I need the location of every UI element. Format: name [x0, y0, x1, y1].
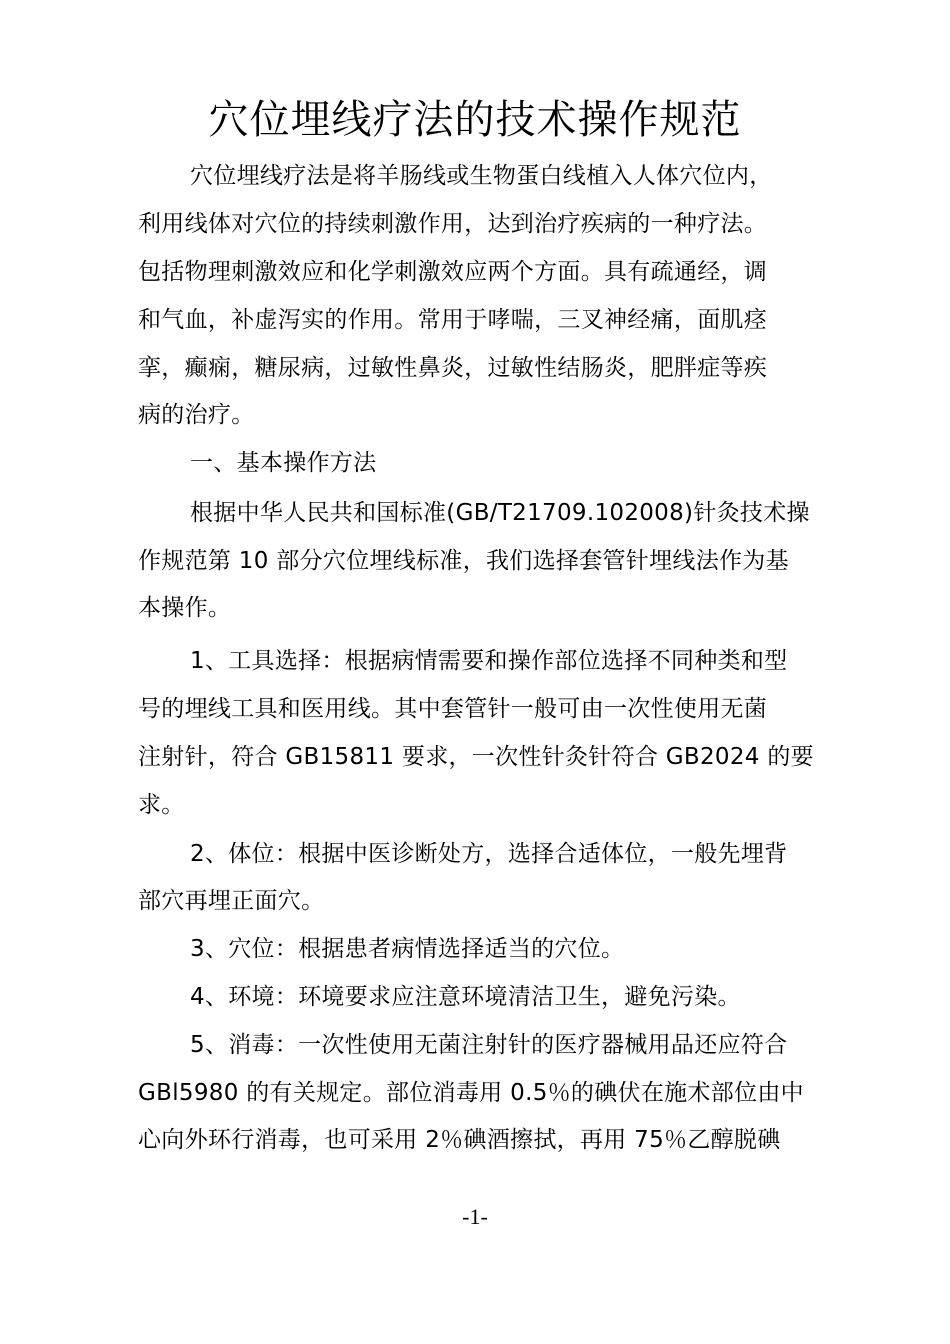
- paragraph-line: 利用线体对穴位的持续刺激作用，达到治疗疾病的一种疗法。: [138, 211, 768, 237]
- paragraph-line: 作规范第 10 部分穴位埋线标准，我们选择套管针埋线法作为基: [138, 548, 789, 574]
- paragraph-line: 病的治疗。: [138, 402, 255, 428]
- paragraph-line: 穴位埋线疗法是将羊肠线或生物蛋白线植入人体穴位内，: [190, 163, 773, 189]
- paragraph-line: GBl5980 的有关规定。部位消毒用 0.5％的碘伏在施术部位由中: [138, 1080, 804, 1106]
- paragraph-line: 求。: [138, 792, 185, 818]
- paragraph-line: 和气血，补虚泻实的作用。常用于哮喘，三叉神经痛，面肌痉: [138, 307, 768, 333]
- paragraph-line: 2、体位：根据中医诊断处方，选择合适体位，一般先埋背: [190, 841, 788, 867]
- paragraph-line: 注射针，符合 GB15811 要求，一次性针灸针符合 GB2024 的要: [138, 744, 814, 770]
- paragraph-line: 部穴再埋正面穴。: [138, 888, 325, 914]
- paragraph-line: 号的埋线工具和医用线。其中套管针一般可由一次性使用无菌: [138, 696, 768, 722]
- paragraph-line: 4、环境：环境要求应注意环境清洁卫生，避免污染。: [190, 984, 741, 1010]
- paragraph-line: 5、消毒：一次性使用无菌注射针的医疗器械用品还应符合: [190, 1032, 788, 1058]
- paragraph-line: 3、穴位：根据患者病情选择适当的穴位。: [190, 936, 625, 962]
- section-heading: 一、基本操作方法: [190, 450, 377, 476]
- paragraph-line: 挛，癫痫，糖尿病，过敏性鼻炎，过敏性结肠炎，肥胖症等疾: [138, 355, 768, 381]
- paragraph-line: 本操作。: [138, 595, 232, 621]
- paragraph-line: 包括物理刺激效应和化学刺激效应两个方面。具有疏通经，调: [138, 259, 768, 285]
- paragraph-line: 1、工具选择：根据病情需要和操作部位选择不同种类和型: [190, 648, 788, 674]
- paragraph-line: 根据中华人民共和国标准(GB/T21709.102008)针灸技术操: [190, 500, 810, 526]
- document-title: 穴位埋线疗法的技术操作规范: [208, 97, 742, 143]
- page-number: -1-: [462, 1204, 488, 1229]
- paragraph-line: 心向外环行消毒，也可采用 2％碘酒擦拭，再用 75％乙醇脱碘: [138, 1127, 781, 1153]
